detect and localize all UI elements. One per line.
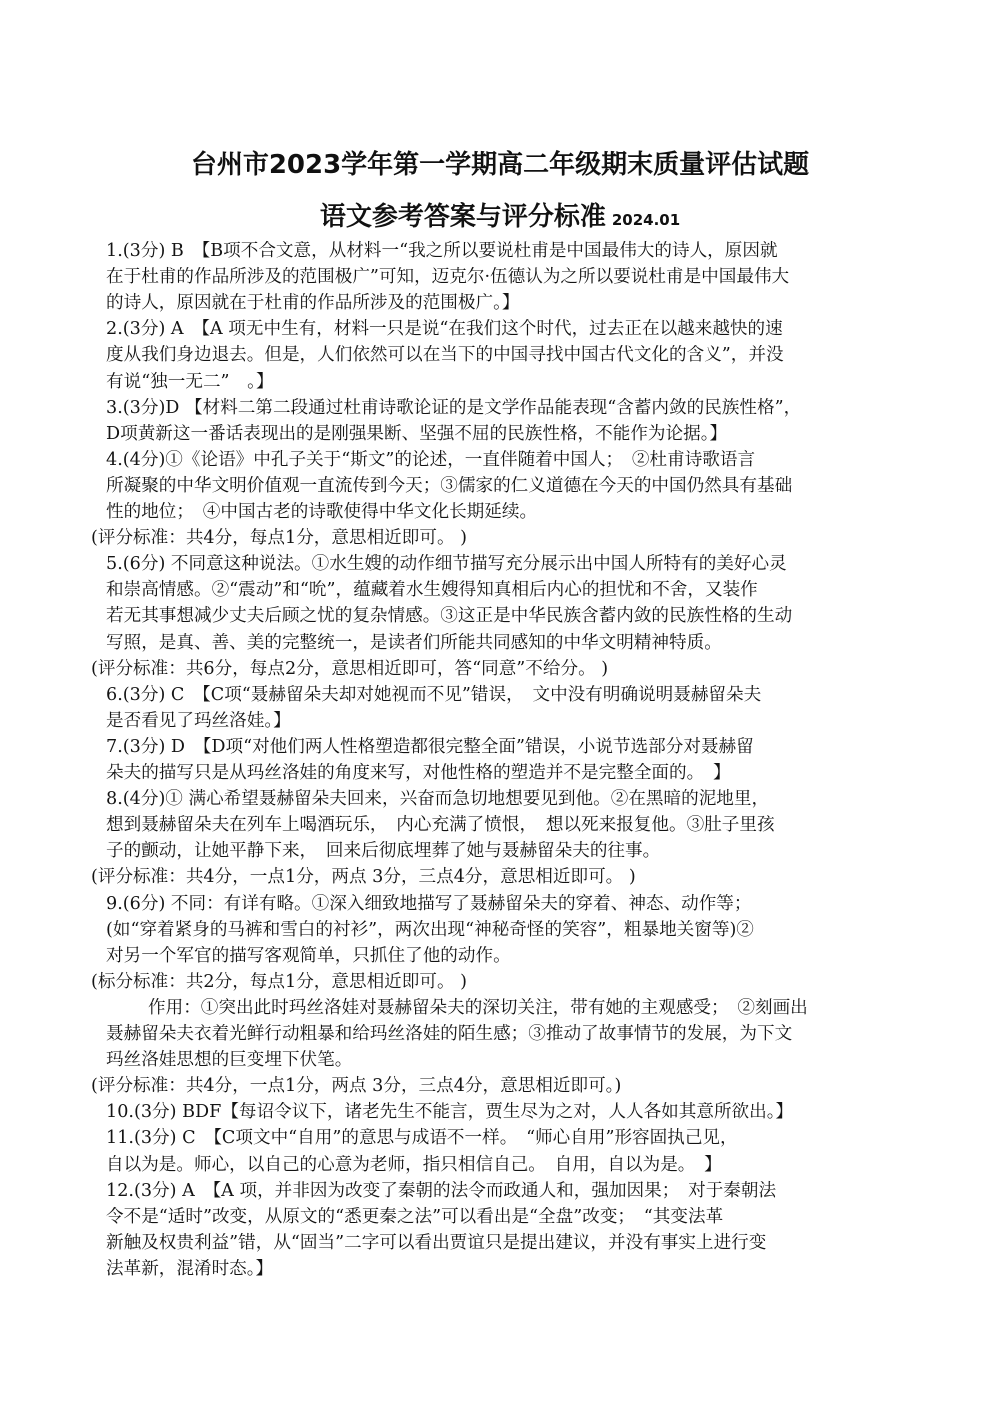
text-line: 度从我们身边退去。但是，人们依然可以在当下的中国寻找中国古代文化的含义”，并没 (106, 345, 784, 366)
text-line: 有说“独一无二” 。】 (106, 371, 274, 392)
grading-note: (评分标准：共4分，一点1分，两点 3分，三点4分，意思相近即可。 ) (91, 867, 636, 888)
text-line: 11.(3分) C 【C项文中“自用”的意思与成语不一样。 “师心自用”形容固执己见， (106, 1128, 738, 1149)
text-line: 法革新，混淆时态。】 (106, 1258, 274, 1279)
text-line: 所凝聚的中华文明价值观一直流传到今天；③儒家的仁义道德在今天的中国仍然具有基础 (106, 475, 793, 496)
text-line: 8.(4分)① 满心希望聂赫留朵夫回来，兴奋而急切地想要见到他。②在黑暗的泥地里， (106, 789, 770, 810)
text-line: 12.(3分) A 【A 项，并非因为改变了秦朝的法令而政通人和，强加因果； 对于秦朝法 (106, 1180, 777, 1201)
text-line: 令不是“适时”改变，从原文的“悉更秦之法”可以看出是“全盘”改变； “其变法革 (106, 1206, 724, 1227)
document-date: 2024.01 (611, 211, 681, 229)
text-line: 想到聂赫留朵夫在列车上喝酒玩乐， 内心充满了愤恨， 想以死来报复他。③肚子里孩 (106, 815, 775, 836)
text-line: 9.(6分) 不同：有详有略。①深入细致地描写了聂赫留朵夫的穿着、神态、动作等； (106, 893, 752, 914)
text-line: 4.(4分)①《论语》中孔子关于“斯文”的论述，一直伴随着中国人； ②杜甫诗歌语言 (106, 449, 756, 470)
text-line: 性的地位； ④中国古老的诗歌使得中华文化长期延续。 (106, 502, 538, 522)
grading-note: (标分标准：共2分，每点1分，意思相近即可。 ) (91, 971, 467, 992)
text-line: 的诗人，原因就在于杜甫的作品所涉及的范围极广。】 (106, 293, 520, 314)
text-line: 7.(3分) D 【D项“对他们两人性格塑造都很完整全面”错误，小说节选部分对聂赫留 (106, 736, 754, 757)
text-line: 新触及权贵利益”错，从“固当”二字可以看出贾谊只是提出建议，并没有事实上进行变 (106, 1232, 767, 1253)
text-line: 子的颤动，让她平静下来， 回来后彻底埋葬了她与聂赫留朵夫的往事。 (106, 841, 661, 862)
document-title: 台州市2023学年第一学期高二年级期末质量评估试题 (190, 150, 810, 180)
text-line: D项黄新这一番话表现出的是刚强果断、坚强不屈的民族性格，不能作为论据。】 (106, 423, 728, 444)
text-line: 1.(3分) B 【B项不合文意，从材料一“我之所以要说杜甫是中国最伟大的诗人，原因就 (106, 241, 778, 261)
grading-note: (评分标准：共4分，每点1分，意思相近即可。 ) (91, 528, 467, 549)
grading-note: (评分标准：共4分，一点1分，两点 3分，三点4分，意思相近即可。) (91, 1076, 622, 1097)
text-line: 写照，是真、善、美的完整统一，是读者们所能共同感知的中华文明精神特质。 (106, 632, 722, 653)
text-line: 聂赫留朵夫衣着光鲜行动粗暴和给玛丝洛娃的陌生感；③推动了故事情节的发展，为下文 (106, 1024, 793, 1044)
grading-note: (评分标准：共6分，每点2分，意思相近即可，答“同意”不给分。 ) (91, 658, 609, 679)
text-line: 玛丝洛娃思想的巨变埋下伏笔。 (106, 1050, 353, 1071)
text-line: 和崇高情感。②“震动”和“吮”，蕴藏着水生嫂得知真相后内心的担忧和不舍，又装作 (106, 580, 758, 601)
text-line: 2.(3分) A 【A 项无中生有，材料一只是说“在我们这个时代，过去正在以越来越快的速 (106, 319, 783, 340)
subtitle-text: 语文参考答案与评分标准 (319, 202, 606, 232)
text-line: 10.(3分) BDF【每诏令议下，诸老先生不能言，贾生尽为之对，人人各如其意所欲出。】 (106, 1102, 794, 1123)
text-line: 5.(6分) 不同意这种说法。①水生嫂的动作细节描写充分展示出中国人所特有的美好心灵 (106, 554, 787, 575)
text-line: 在于杜甫的作品所涉及的范围极广”可知，迈克尔·伍德认为之所以要说杜甫是中国最伟大 (106, 267, 790, 288)
document-subtitle (0, 196, 1000, 233)
text-line: 朵夫的描写只是从玛丝洛娃的角度来写，对他性格的塑造并不是完整全面的。 】 (106, 763, 731, 783)
text-line: 3.(3分)D 【材料二第二段通过杜甫诗歌论证的是文学作品能表现“含蓄内敛的民族性格”， (106, 397, 802, 418)
text-line: 自以为是。师心，以自己的心意为老师，指只相信自己。 自用，自以为是。 】 (106, 1154, 722, 1175)
text-line: 是否看见了玛丝洛娃。】 (106, 710, 291, 731)
text-line: 6.(3分) C 【C项“聂赫留朵夫却对她视而不见”错误， 文中没有明确说明聂赫留朵夫 (106, 684, 762, 705)
text-line: 若无其事想减少丈夫后顾之忧的复杂情感。③这正是中华民族含蓄内敛的民族性格的生动 (106, 606, 793, 627)
text-line: 作用：①突出此时玛丝洛娃对聂赫留朵夫的深切关注，带有她的主观感受； ②刻画出 (148, 997, 808, 1018)
text-line: (如“穿着紧身的马裤和雪白的衬衫”，两次出现“神秘奇怪的笑容”，粗暴地关窗等)② (106, 919, 754, 940)
text-line: 对另一个军官的描写客观简单，只抓住了他的动作。 (106, 945, 511, 966)
